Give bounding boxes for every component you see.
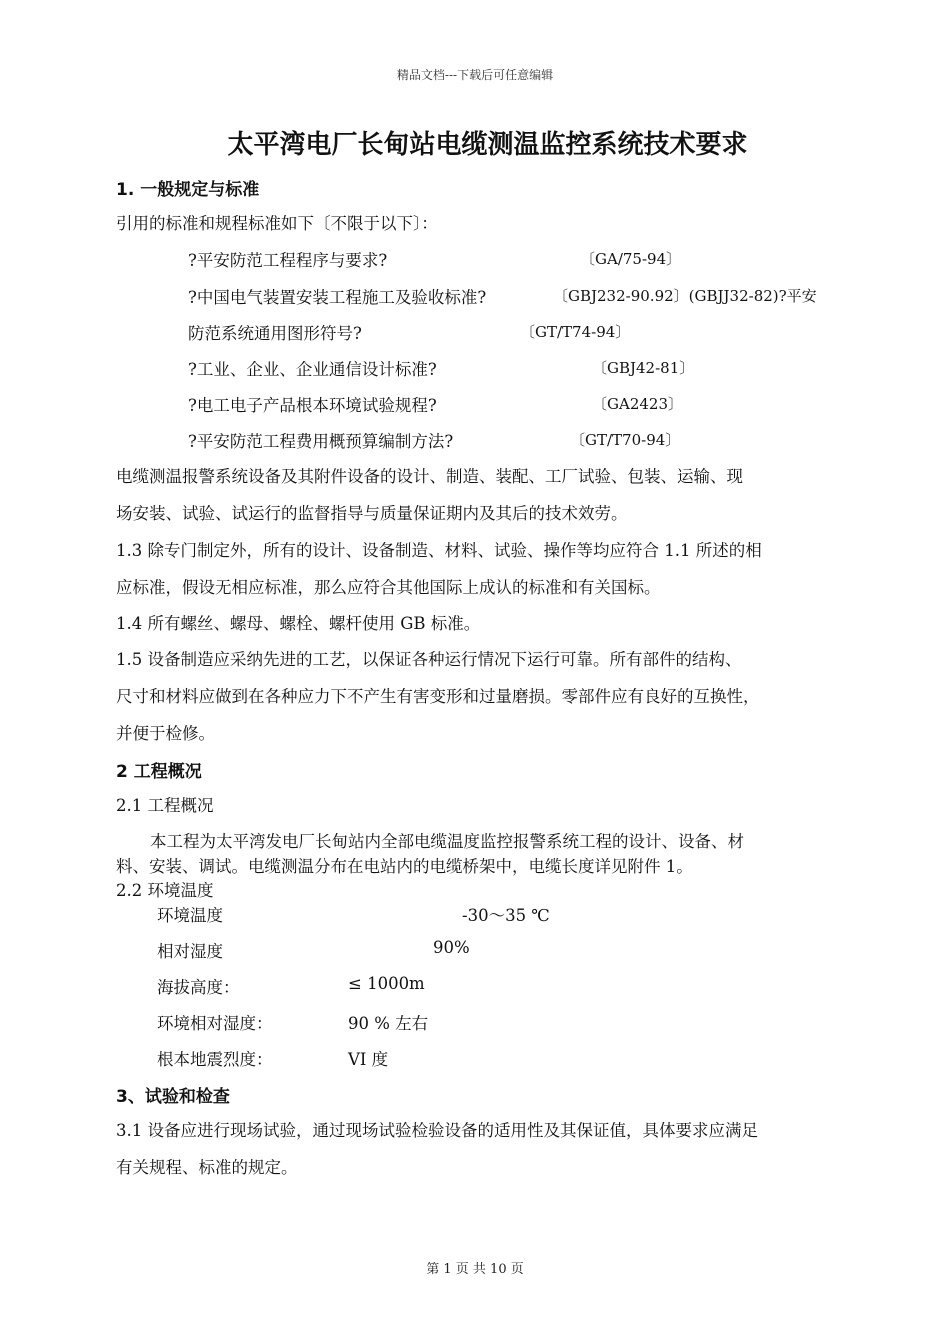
paragraph-line: 1.4 所有螺丝、螺母、螺栓、螺杆使用 GB 标准。 [116, 614, 481, 633]
standard-code: 〔GBJ232-90.92〕(GBJJ32-82)?平安 [553, 287, 817, 305]
standard-name: ?平安防范工程费用概预算编制方法? [188, 432, 454, 451]
standard-name: ?平安防范工程程序与要求? [188, 251, 388, 270]
subsection-heading: 2.2 环境温度 [116, 881, 214, 900]
paragraph-line: 场安装、试验、试运行的监督指导与质量保证期内及其后的技术效劳。 [116, 504, 628, 523]
standard-name: 防范系统通用图形符号? [188, 324, 362, 343]
standards-intro: 引用的标准和规程标准如下〔不限于以下〕： [116, 214, 438, 233]
paragraph-line: 3.1 设备应进行现场试验，通过现场试验检验设备的适用性及其保证值，具体要求应满足 [116, 1121, 758, 1140]
paragraph-line: 并便于检修。 [116, 724, 215, 743]
section-1-heading: 1. 一般规定与标准 [116, 180, 260, 200]
standard-name: ?工业、企业、企业通信设计标准? [188, 360, 437, 379]
env-value: -30～35 ℃ [462, 906, 550, 925]
env-label: 根本地震烈度： [157, 1050, 273, 1069]
paragraph-line: 1.5 设备制造应采纳先进的工艺，以保证各种运行情况下运行可靠。所有部件的结构、 [116, 650, 742, 669]
standard-code: 〔GT/T74-94〕 [520, 323, 631, 341]
paragraph-line: 1.3 除专门制定外，所有的设计、设备制造、材料、试验、操作等均应符合 1.1 所述的相 [116, 541, 762, 560]
standard-name: ?电工电子产品根本环境试验规程? [188, 396, 437, 415]
env-label: 环境温度 [157, 906, 223, 925]
env-value: 90% [433, 938, 470, 957]
section-3-heading: 3、试验和检查 [116, 1087, 230, 1107]
subsection-heading: 2.1 工程概况 [116, 796, 214, 815]
env-value: VI 度 [348, 1050, 389, 1069]
standard-code: 〔GA/75-94〕 [580, 250, 682, 268]
paragraph-line: 本工程为太平湾发电厂长甸站内全部电缆温度监控报警系统工程的设计、设备、材 [150, 832, 744, 851]
paragraph-line: 应标准，假设无相应标准，那么应符合其他国际上成认的标准和有关国标。 [116, 578, 661, 597]
page-header: 精品文档---下载后可任意编辑 [396, 68, 554, 82]
document-title: 太平湾电厂长甸站电缆测温监控系统技术要求 [227, 130, 748, 160]
standard-code: 〔GT/T70-94〕 [570, 431, 681, 449]
paragraph-line: 尺寸和材料应做到在各种应力下不产生有害变形和过量磨损。零部件应有良好的互换性， [116, 687, 760, 706]
env-label: 环境相对湿度： [157, 1014, 273, 1033]
standard-name: ?中国电气装置安装工程施工及验收标准? [188, 288, 487, 307]
standard-code: 〔GBJ42-81〕 [592, 359, 695, 377]
env-value: ≤ 1000m [348, 974, 425, 993]
paragraph-line: 料、安装、调试。电缆测温分布在电站内的电缆桥架中，电缆长度详见附件 1。 [116, 857, 693, 876]
env-label: 相对湿度 [157, 942, 223, 961]
standard-code: 〔GA2423〕 [592, 395, 683, 413]
env-value: 90 % 左右 [348, 1014, 429, 1033]
env-label: 海拔高度： [157, 978, 240, 997]
paragraph-line: 电缆测温报警系统设备及其附件设备的设计、制造、装配、工厂试验、包装、运输、现 [116, 467, 743, 486]
page-footer: 第 1 页 共 10 页 [426, 1262, 524, 1277]
paragraph-line: 有关规程、标准的规定。 [116, 1158, 298, 1177]
section-2-heading: 2 工程概况 [116, 762, 202, 782]
